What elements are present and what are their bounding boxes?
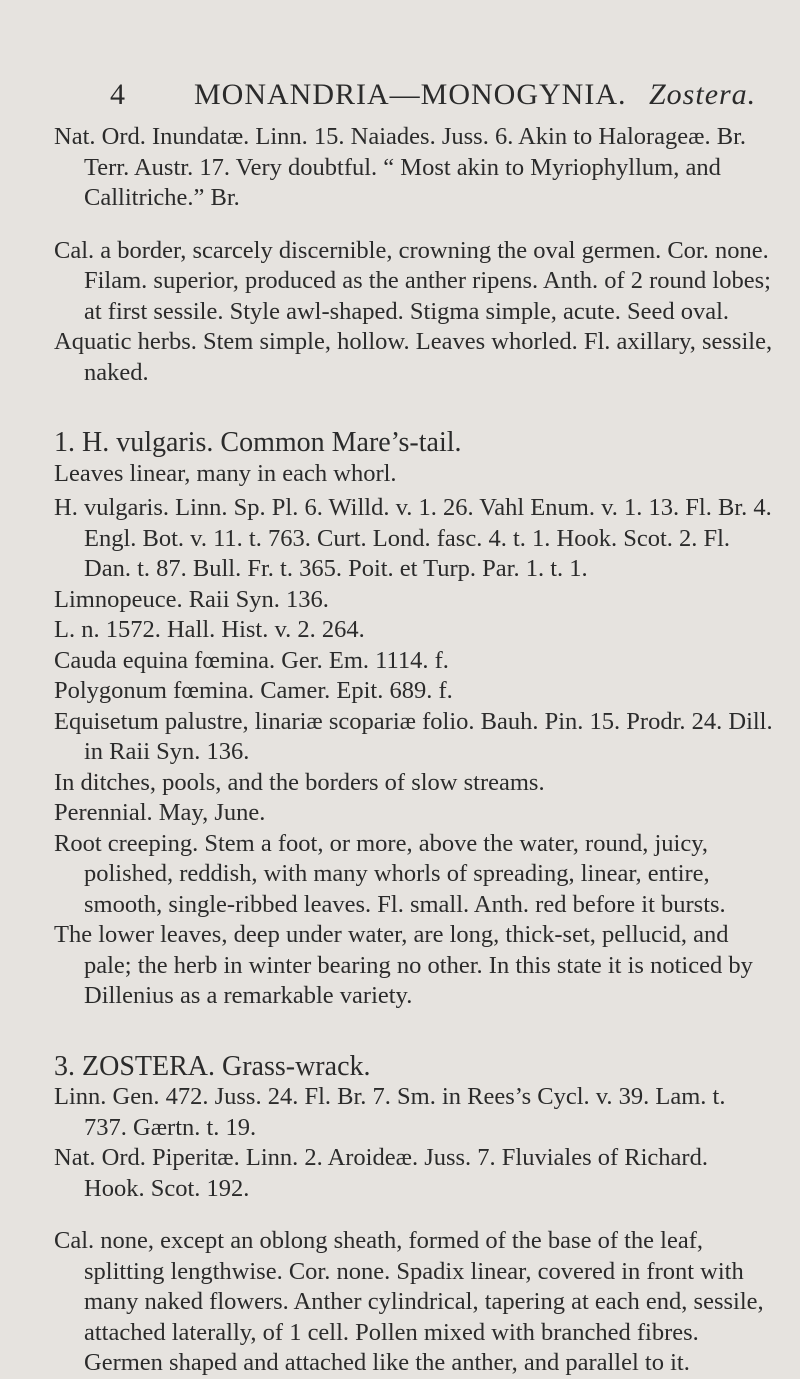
text-paragraph: The lower leaves, deep under water, are long, thick-set, pellucid, and pale; the herb in winter bearing no other. In this state it is noticed by Dillenius as a remarkable variety. [54, 921, 753, 1009]
spacer [54, 388, 774, 428]
text-paragraph: Aquatic herbs. Stem simple, hollow. Leaves whorled. Fl. axillary, sessile, naked. [54, 328, 773, 386]
running-genus: Zostera. [649, 78, 757, 111]
page-body [54, 122, 774, 1379]
text-paragraph: Nat. Ord. Piperitæ. Linn. 2. Aroideæ. Juss. 7. Fluviales of Richard. Hook. Scot. 192. [54, 1144, 708, 1202]
text-paragraph: Root creeping. Stem a foot, or more, above the water, round, juicy, polished, reddish, with many whorls of spreading, linear, entire, smooth, single-ribbed leaves. Fl. small. Anth. red before it bursts. [54, 829, 726, 918]
spacer [54, 1204, 774, 1226]
text-paragraph: In ditches, pools, and the borders of slow streams. [54, 768, 545, 796]
spacer [54, 214, 774, 236]
section-heading: 1. H. vulgaris. Common Mare’s-tail. [54, 427, 462, 458]
text-paragraph: Cal. a border, scarcely discernible, crowning the oval germen. Cor. none. Filam. superior, produced as the anther ripens. Anth. of 2 round lobes; at first sessile. Style awl-shaped. Stigma simple, acute. Seed oval. [54, 236, 771, 325]
text-paragraph: H. vulgaris. Linn. Sp. Pl. 6. Willd. v. 1. 26. Vahl Enum. v. 1. 13. Fl. Br. 4. Engl. Bot. v. 11. t. 763. Curt. Lond. fasc. 4. t. 1. Hook. Scot. 2. Fl. Dan. t. 87. Bull. Fr. t. 365. Poit. et Turp. Par. 1. t. 1. [54, 494, 772, 582]
text-paragraph: Perennial. May, June. [54, 799, 266, 826]
text-paragraph: Cauda equina fœmina. Ger. Em. 1114. f. [54, 646, 449, 674]
text-paragraph: Cal. none, except an oblong sheath, formed of the base of the leaf, splitting lengthwise. Cor. none. Spadix linear, covered in front with many naked flowers. Anther cylindrical, tapering at each end, sessile, attached laterally, of 1 cell. Pollen mixed with branched fibres. Germen shaped and attached like the anther, and parallel to it. [54, 1227, 764, 1376]
running-head [112, 78, 756, 112]
text-paragraph: Equisetum palustre, linariæ scopariæ folio. Bauh. Pin. 15. Prodr. 24. Dill. in Raii Syn. 136. [54, 707, 773, 765]
section-heading: 3. ZOSTERA. Grass-wrack. [54, 1050, 371, 1082]
page-number: 4 [110, 78, 126, 111]
text-paragraph: L. n. 1572. Hall. Hist. v. 2. 264. [54, 616, 365, 643]
text-paragraph: Leaves linear, many in each whorl. [54, 459, 397, 487]
text-paragraph: Limnopeuce. Raii Syn. 136. [54, 585, 329, 613]
text-paragraph: Polygonum fœmina. Camer. Epit. 689. f. [54, 677, 453, 704]
text-paragraph: Nat. Ord. Inundatæ. Linn. 15. Naiades. Juss. 6. Akin to Halorageæ. Br. Terr. Austr. 17. Very doubtful. “ Most akin to Myriophyllum, and Callitriche.” Br. [54, 123, 747, 211]
running-title: MONANDRIA—MONOGYNIA. [194, 78, 627, 111]
spacer [54, 1012, 774, 1052]
text-paragraph: Linn. Gen. 472. Juss. 24. Fl. Br. 7. Sm. in Rees’s Cycl. v. 39. Lam. t. 737. Gærtn. t. 19. [54, 1083, 726, 1141]
